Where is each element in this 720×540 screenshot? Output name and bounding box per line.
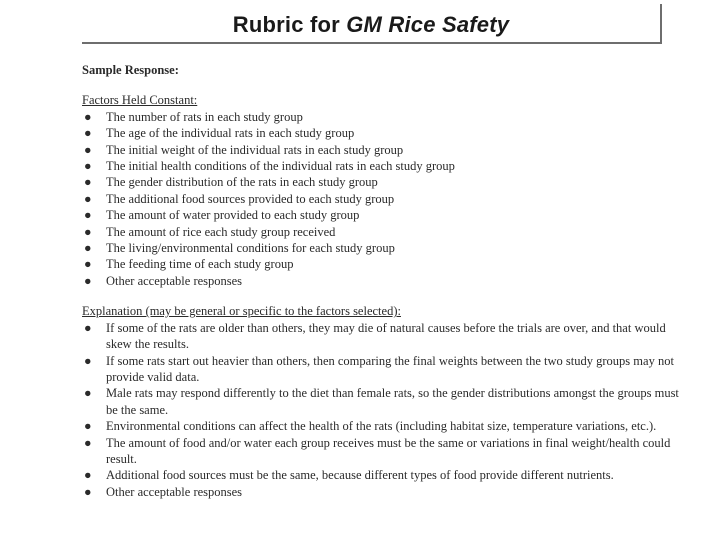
factors-list [82, 109, 682, 289]
factor-item-text: The amount of rice each study group received [106, 224, 336, 239]
explanation-item [82, 320, 682, 353]
bullet-icon: ● [84, 241, 92, 256]
factor-item-text: The gender distribution of the rats in each study group [106, 175, 378, 190]
factor-item [82, 174, 682, 190]
title-prefix: Rubric for [232, 12, 347, 37]
bullet-icon: ● [84, 419, 92, 434]
factor-item [82, 273, 682, 289]
explanation-list [82, 320, 682, 500]
bullet-icon: ● [84, 435, 92, 450]
factors-heading: Factors Held Constant: [82, 93, 198, 108]
bullet-icon: ● [84, 208, 92, 223]
bullet-icon: ● [84, 191, 92, 206]
explanation-item [82, 484, 682, 500]
factor-item [82, 240, 682, 256]
factor-item-text: The amount of water provided to each study group [106, 208, 360, 223]
bullet-icon: ● [84, 273, 92, 288]
explanation-item [82, 418, 682, 434]
title-emphasis: GM Rice Safety [346, 12, 510, 37]
factor-item [82, 125, 682, 141]
bullet-icon: ● [84, 320, 92, 335]
bullet-icon: ● [84, 126, 92, 141]
explanation-item-text: If some of the rats are older than others, they may die of natural causes before the trials are over, and that would skew the results. [106, 320, 666, 352]
explanation-item [82, 435, 682, 468]
bullet-icon: ● [84, 257, 92, 272]
bullet-icon: ● [84, 142, 92, 157]
explanation-item-text: If some rats start out heavier than others, then comparing the final weights between the two study groups may not provide valid data. [106, 353, 674, 384]
bullet-icon: ● [84, 159, 92, 174]
factor-item-text: The living/environmental conditions for each study group [106, 241, 395, 256]
bullet-icon: ● [84, 224, 92, 239]
bullet-icon: ● [84, 484, 92, 499]
sample-response-heading: Sample Response: [82, 63, 179, 77]
explanation-item-text: The amount of food and/or water each group receives must be the same or variations in final weight/health could result. [106, 435, 671, 466]
factor-item [82, 256, 682, 272]
explanation-item-text: Environmental conditions can affect the health of the rats (including habitat size, temperature variations, etc.). [106, 419, 657, 434]
bullet-icon: ● [84, 353, 92, 368]
bullet-icon: ● [84, 468, 92, 483]
factor-item [82, 142, 682, 158]
factor-item-text: The feeding time of each study group [106, 257, 294, 272]
factor-item-text: The age of the individual rats in each study group [106, 126, 355, 141]
factor-item [82, 191, 682, 207]
factor-item [82, 224, 682, 240]
explanation-item [82, 467, 682, 483]
bullet-icon: ● [84, 109, 92, 124]
factor-item [82, 158, 682, 174]
factor-item-text: The initial health conditions of the individual rats in each study group [106, 159, 455, 174]
explanation-heading: Explanation (may be general or specific to the factors selected): [82, 304, 401, 319]
explanation-item-text: Additional food sources must be the same, because different types of food provide different nutrients. [106, 468, 614, 483]
factor-item-text: The initial weight of the individual rats in each study group [106, 142, 404, 157]
explanation-item-text: Male rats may respond differently to the diet than female rats, so the gender distributions amongst the groups must be the same. [106, 386, 679, 417]
explanation-item-text: Other acceptable responses [106, 484, 243, 499]
factor-item-text: The additional food sources provided to each study group [106, 191, 395, 206]
page-title [233, 12, 509, 38]
title-banner [82, 4, 662, 44]
factor-item-text: The number of rats in each study group [106, 109, 303, 124]
explanation-item [82, 385, 682, 418]
explanation-item [82, 353, 682, 386]
rubric-body [82, 62, 682, 500]
factor-item [82, 109, 682, 125]
bullet-icon: ● [84, 386, 92, 401]
bullet-icon: ● [84, 175, 92, 190]
factor-item-text: Other acceptable responses [106, 273, 243, 288]
factor-item [82, 207, 682, 223]
